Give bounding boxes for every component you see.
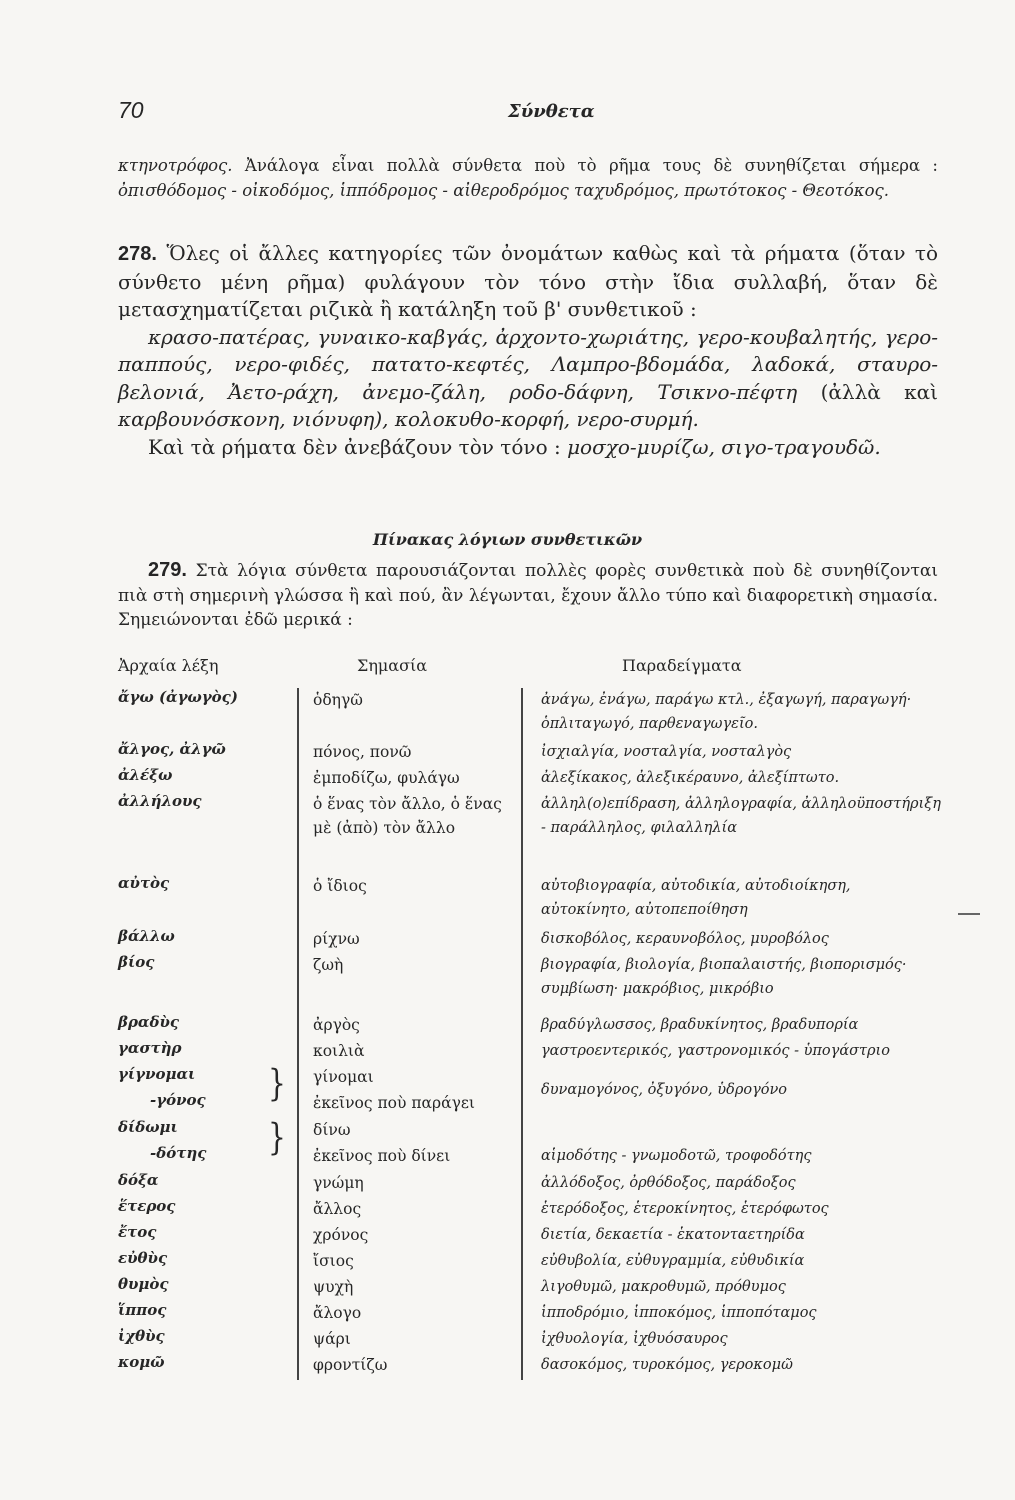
table-row-meaning: δίνω <box>313 1121 351 1139</box>
table-row-meaning: ἴσιος <box>313 1252 354 1270</box>
table-row-word: ἀλέξω <box>118 766 173 784</box>
table-row-word: κομῶ <box>118 1353 165 1371</box>
table-row-examples: λιγοθυμῶ, μακροθυμῶ, πρόθυμος <box>541 1279 786 1295</box>
table-row-word: ἄγω (ἀγωγὸς) <box>118 688 238 706</box>
table-row-word: βίος <box>118 953 155 971</box>
table-row-word: δόξα <box>118 1171 159 1189</box>
table-row-meaning: ὁ ἴδιος <box>313 877 367 895</box>
table-row-meaning: χρόνος <box>313 1226 369 1244</box>
table-row-meaning: ἐκεῖνος ποὺ δίνει <box>313 1147 451 1165</box>
section-278-examples: κρασο-πατέρας, γυναικο-καβγάς, ἀρχοντο-χωριάτης, γερο-κουβαλητής, γερο-παππούς, νερο-φιδές, πατατο-κεφτές, Λαμπρο-βδομάδα, λαδοκά, σταυρο-βελονιά, Ἀετο-ράχη, ἀνεμο-ζάλη, ροδο-δάφνη, Τσικνο-πέφτη <box>118 324 938 404</box>
intro-tail-word: κτηνοτρόφος. <box>118 156 233 175</box>
table-row-meaning: ψάρι <box>313 1330 351 1348</box>
brace-gignomai: } <box>268 1061 286 1105</box>
table-row-examples: δυναμογόνος, ὀξυγόνο, ὑδρογόνο <box>541 1082 788 1098</box>
column-header-examples: Παραδείγματα <box>622 656 742 675</box>
table-row-word: ἀλλήλους <box>118 792 202 810</box>
table-row-examples: γαστροεντερικός, γαστρονομικός - ὑπογάστριο <box>541 1043 890 1059</box>
table-row-word: αὐτὸς <box>118 874 170 892</box>
table-row-word: δίδωμι <box>118 1118 178 1136</box>
table-row-examples: δισκοβόλος, κεραυνοβόλος, μυροβόλος <box>541 931 829 947</box>
section-279 <box>118 558 938 633</box>
table-row-meaning: ὁδηγῶ <box>313 691 363 709</box>
table-row-word: εὐθὺς <box>118 1249 168 1267</box>
table-row-examples: αὐτοβιογραφία, αὐτοδικία, αὐτοδιοίκηση, αὐτοκίνητο, αὐτοπεποίθηση <box>541 878 851 918</box>
table-row-meaning: ρίχνω <box>313 930 360 948</box>
table-row-word: βραδὺς <box>118 1013 180 1031</box>
table-row-meaning: γνώμη <box>313 1174 364 1192</box>
table-row-word: θυμὸς <box>118 1275 169 1293</box>
section-278-verbs: Καὶ τὰ ρήματα δὲν ἀνεβάζουν τὸν τόνο : <box>148 434 568 459</box>
section-279-text: Στὰ λόγια σύνθετα παρουσιάζονται πολλὲς φορὲς συνθετικὰ ποὺ δὲ συνηθίζονται πιὰ στὴ σημερινὴ γλώσσα ἢ καὶ πού, ἂν λέγωνται, ἔχουν ἄλλο τύπο καὶ διαφορετικὴ σημασία. Σημειώνονται ἐδῶ μερικά : <box>118 561 938 630</box>
table-row-word: γαστὴρ <box>118 1039 182 1057</box>
brace-didomi: } <box>268 1115 286 1159</box>
table-row-word: -δότης <box>150 1144 207 1162</box>
column-header-word: Ἀρχαία λέξη <box>118 656 219 675</box>
table-row-meaning: ἄλογο <box>313 1304 362 1322</box>
section-number-278: 278. <box>118 243 157 265</box>
table-row-meaning: κοιλιὰ <box>313 1042 365 1060</box>
table-row-meaning: ὁ ἕνας τὸν ἄλλο, ὁ ἕνας μὲ (ἀπὸ) τὸν ἄλλο <box>313 795 502 837</box>
table-row-meaning: ἀργὸς <box>313 1016 360 1034</box>
column-divider-right <box>521 688 523 1380</box>
column-header-meaning: Σημασία <box>357 656 428 675</box>
page-number: 70 <box>118 97 144 123</box>
intro-text: Ἀνάλογα εἶναι πολλὰ σύνθετα ποὺ τὸ ρῆμα τους δὲ συνηθίζεται σήμερα : <box>232 156 938 175</box>
table-row-word: ἄλγος, ἀλγῶ <box>118 740 226 758</box>
table-row-examples: ἱπποδρόμιο, ἱπποκόμος, ἱπποπόταμος <box>541 1305 817 1321</box>
table-row-word: βάλλω <box>118 927 175 945</box>
table-row-word: γίγνομαι <box>118 1065 196 1083</box>
table-row-meaning: ἐκεῖνος ποὺ παράγει <box>313 1094 475 1112</box>
section-278-verb-examples: μοσχο-μυρίζω, σιγο-τραγουδῶ. <box>567 434 881 459</box>
table-row-meaning: πόνος, πονῶ <box>313 743 412 761</box>
table-row-examples: δασοκόμος, τυροκόμος, γεροκομῶ <box>541 1357 793 1373</box>
table-row-examples: εὐθυβολία, εὐθυγραμμία, εὐθυδικία <box>541 1253 805 1269</box>
table-row-word: ἵππος <box>118 1301 167 1319</box>
section-278-aside: (ἀλλὰ καὶ <box>797 379 938 404</box>
table-row-meaning: ἐμποδίζω, φυλάγω <box>313 769 460 787</box>
table-row-examples: ἀνάγω, ἐνάγω, παράγω κτλ., ἐξαγωγή, παραγωγή· ὁπλιταγωγό, παρθεναγωγεῖο. <box>541 692 912 732</box>
table-title: Πίνακας λόγιων συνθετικῶν <box>372 530 643 549</box>
table-row-examples: ἑτερόδοξος, ἑτεροκίνητος, ἑτερόφωτος <box>541 1201 829 1217</box>
table-row-examples: διετία, δεκαετία - ἑκατονταετηρίδα <box>541 1227 805 1243</box>
table-row-meaning: γίνομαι <box>313 1068 374 1086</box>
table-row-word: ἔτος <box>118 1223 157 1241</box>
section-278-text: Ὅλες οἱ ἄλλες κατηγορίες τῶν ὀνομάτων καθὼς καὶ τὰ ρήματα (ὅταν τὸ σύνθετο μένη ρῆμα) φυλάγουν τὸν τόνο στὴν ἴδια συλλαβή, ὅταν δὲ μετασχηματίζεται ριζικὰ ἢ κατάληξη τοῦ β' συνθετικοῦ : <box>118 241 938 321</box>
table-row-meaning: ψυχὴ <box>313 1278 354 1296</box>
column-divider-left <box>297 688 299 1380</box>
section-278-examples-2: καρβουνόσκονη, νιόνυφη), κολοκυθο-κορφή, νερο-συρμή. <box>118 407 699 431</box>
table-row-word: ἕτερος <box>118 1197 176 1215</box>
intro-paragraph <box>118 153 938 203</box>
table-row-word: ἰχθὺς <box>118 1327 165 1345</box>
table-row-meaning: ἄλλος <box>313 1200 362 1218</box>
table-row-word: -γόνος <box>150 1091 206 1109</box>
table-row-examples: αἱμοδότης - γνωμοδοτῶ, τροφοδότης <box>541 1148 812 1164</box>
intro-examples: ὀπισθόδομος - οἰκοδόμος, ἱππόδρομος - αἰθεροδρόμος ταχυδρόμος, πρωτότοκος - Θεοτόκος. <box>118 181 890 200</box>
table-row-examples: ἀλεξίκακος, ἀλεξικέραυνο, ἀλεξίπτωτο. <box>541 770 840 786</box>
table-row-examples: ἰσχιαλγία, νοσταλγία, νοσταλγὸς <box>541 744 792 760</box>
margin-mark <box>958 913 980 915</box>
section-278 <box>118 240 938 461</box>
running-head: Σύνθετα <box>508 101 595 122</box>
table-row-meaning: ζωὴ <box>313 956 344 974</box>
table-row-examples: βιογραφία, βιολογία, βιοπαλαιστής, βιοπορισμός· συμβίωση· μακρόβιος, μικρόβιο <box>541 957 907 997</box>
table-row-examples: ἀλληλ(ο)επίδραση, ἀλληλογραφία, ἀλληλοϋποστήριξη - παράλληλος, φιλαλληλία <box>541 796 941 836</box>
table-row-examples: βραδύγλωσσος, βραδυκίνητος, βραδυπορία <box>541 1017 859 1033</box>
table-row-meaning: φροντίζω <box>313 1356 388 1374</box>
section-number-279: 279. <box>148 559 187 581</box>
table-row-examples: ἀλλόδοξος, ὀρθόδοξος, παράδοξος <box>541 1175 796 1191</box>
table-row-examples: ἰχθυολογία, ἰχθυόσαυρος <box>541 1331 728 1347</box>
